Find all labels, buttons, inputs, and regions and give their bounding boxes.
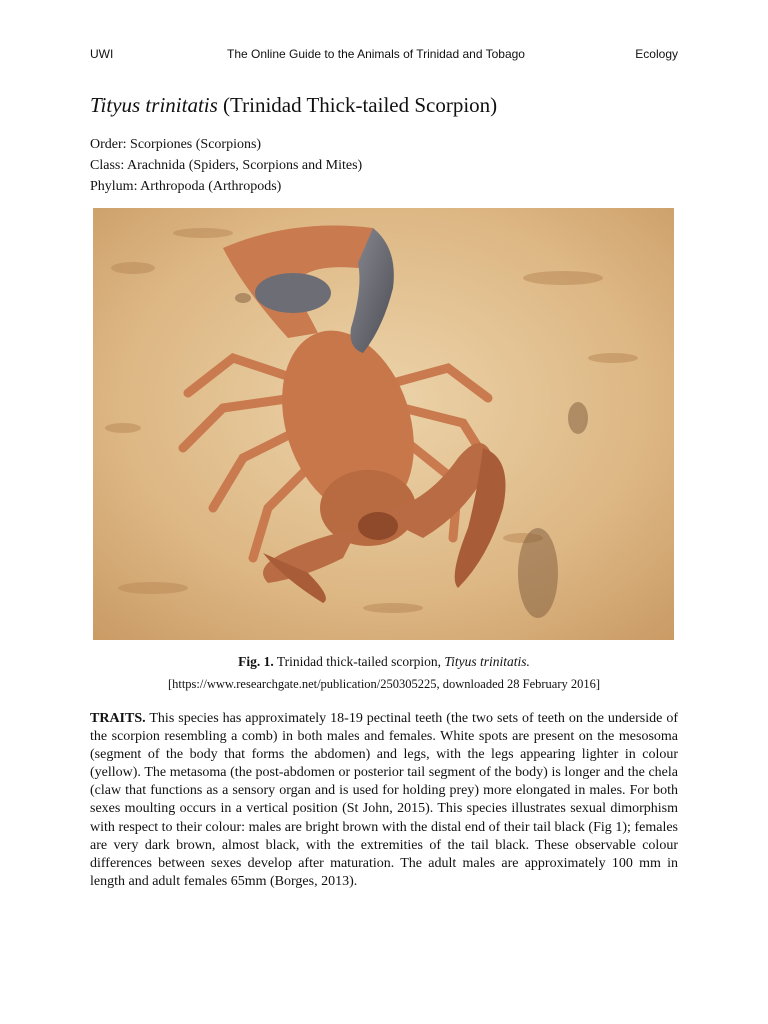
traits-body: This species has approximately 18-19 pectinal teeth (the two sets of teeth on the underside of the scorpion resembling a comb) in both males and females. White spots are present on the mesosoma (segment of the body that forms the abdomen) and legs, with the legs appearing lighter in colour (yellow). The metasoma (the post-abdomen or posterior tail segment of the body) is longer and the chela (claw that functions as a sensory organ and is used for holding prey) more elongated in males. For both sexes moulting occurs in a vertical position (St John, 2015). This species illustrates sexual dimorphism with respect to their colour: males are bright brown with the distal end of their tail black (Fig 1); females are very dark brown, almost black, with the extremities of the tail black. These observable colour differences between sexes develop after maturation. The adult males are approximately 100 mm in length and adult females 65mm (Borges, 2013). bbox=[90, 711, 678, 889]
header-section: Ecology bbox=[635, 47, 678, 61]
figure-label: Fig. 1. bbox=[238, 654, 274, 669]
header-institution: UWI bbox=[90, 47, 114, 61]
figure-source: [https://www.researchgate.net/publication/250305225, downloaded 28 February 2016] bbox=[167, 677, 601, 691]
title-scientific-name: Tityus trinitatis bbox=[90, 93, 218, 117]
figure-caption-species: Tityus trinitatis. bbox=[444, 654, 530, 669]
scorpion-photo bbox=[93, 208, 674, 640]
figure-caption bbox=[0, 654, 768, 670]
taxonomy-class: Class: Arachnida (Spiders, Scorpions and Mites) bbox=[90, 158, 363, 173]
taxonomy-order: Order: Scorpiones (Scorpions) bbox=[90, 137, 262, 152]
page-header bbox=[90, 47, 678, 67]
traits-heading: TRAITS. bbox=[90, 711, 146, 726]
taxonomy-phylum: Phylum: Arthropoda (Arthropods) bbox=[90, 179, 282, 194]
figure-caption-text: Trinidad thick-tailed scorpion, bbox=[276, 654, 441, 669]
traits-paragraph bbox=[90, 710, 678, 891]
header-guide-title: The Online Guide to the Animals of Trinidad and Tobago bbox=[227, 47, 525, 61]
page-title bbox=[90, 93, 690, 118]
title-common-name: (Trinidad Thick-tailed Scorpion) bbox=[223, 93, 498, 117]
